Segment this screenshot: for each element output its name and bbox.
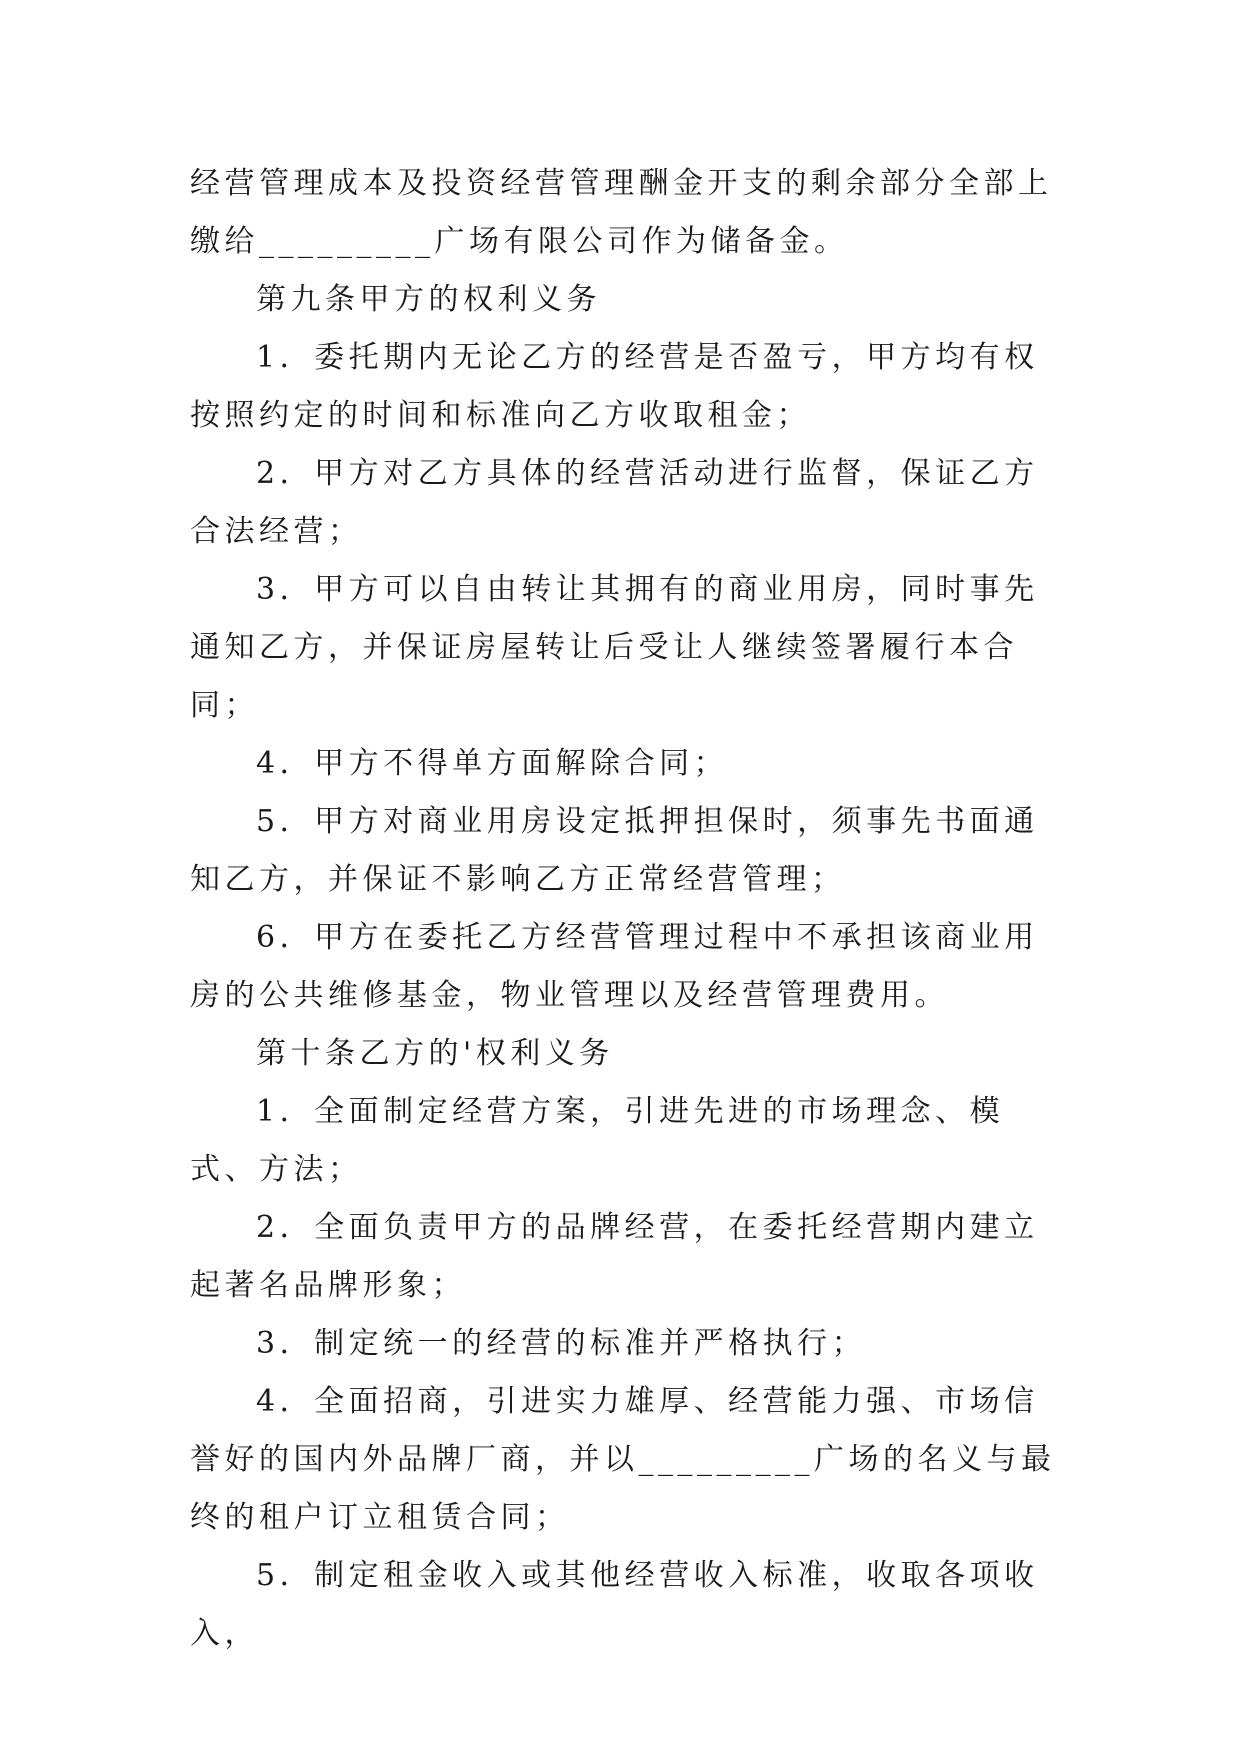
- article-10-item-1: 1．全面制定经营方案，引进先进的市场理念、模式、方法；: [190, 1094, 1005, 1187]
- article-9-item-2: 2．甲方对乙方具体的经营活动进行监督，保证乙方合法经营；: [190, 456, 1039, 549]
- article-9-item-5: 5．甲方对商业用房设定抵押担保时，须事先书面通知乙方，并保证不影响乙方正常经营管理；: [190, 804, 1039, 897]
- article-10-item-4: 4．全面招商，引进实力雄厚、经营能力强、市场信誉好的国内外品牌厂商，并以_________广场的名义与最终的租户订立租赁合同；: [190, 1384, 1056, 1535]
- article-9-item-1: 1．委托期内无论乙方的经营是否盈亏，甲方均有权按照约定的时间和标准向乙方收取租金；: [190, 340, 1039, 433]
- article-9-item-6: 6．甲方在委托乙方经营管理过程中不承担该商业用房的公共维修基金，物业管理以及经营管理费用。: [190, 920, 1039, 1013]
- heading-article-9: 第九条甲方的权利义务: [256, 282, 601, 317]
- article-10-item-5: 5．制定租金收入或其他经营收入标准，收取各项收入，: [190, 1558, 1039, 1651]
- paragraph-reserve-fund: 经营管理成本及投资经营管理酬金开支的剩余部分全部上缴给_________广场有限公司作为储备金。: [190, 166, 1053, 259]
- article-9-item-4: 4．甲方不得单方面解除合同；: [256, 746, 729, 781]
- article-9-item-3: 3．甲方可以自由转让其拥有的商业用房，同时事先通知乙方，并保证房屋转让后受让人继续签署履行本合同；: [190, 572, 1039, 723]
- article-10-item-2: 2．全面负责甲方的品牌经营，在委托经营期内建立起著名品牌形象；: [190, 1210, 1039, 1303]
- document-body: [190, 155, 1060, 1663]
- article-10-item-3: 3．制定统一的经营的标准并严格执行；: [256, 1326, 867, 1361]
- heading-article-10: 第十条乙方的'权利义务: [256, 1036, 614, 1071]
